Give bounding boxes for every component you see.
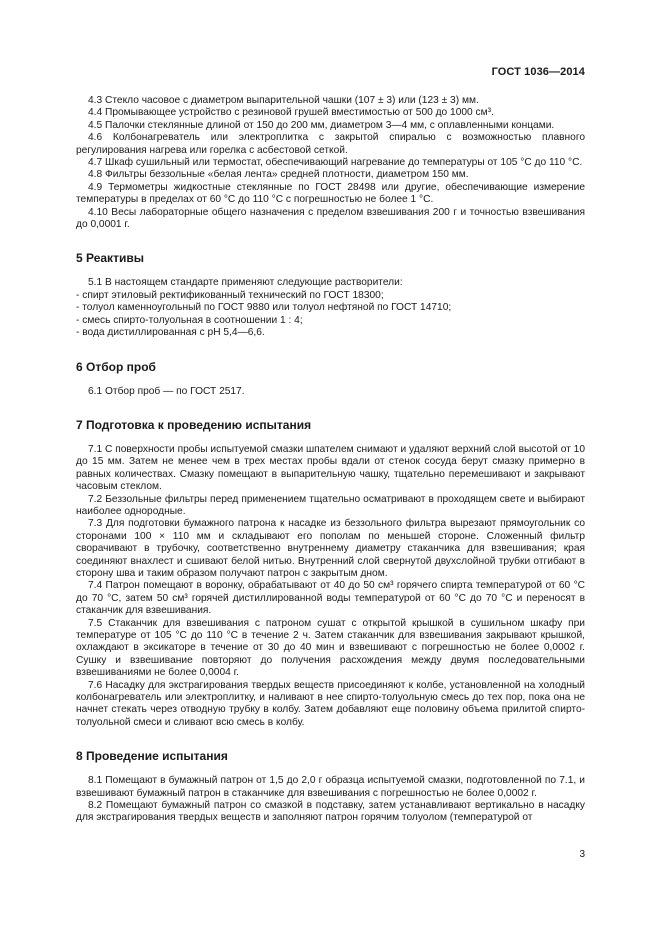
section-8-heading: 8 Проведение испытания — [76, 749, 228, 764]
reagent-list-item: - вода дистиллированная с рН 5,4—6,6. — [76, 327, 265, 339]
clause-7-6: 7.6 Насадку для экстрагирования твердых веществ присоединяют к колбе, установленной на холодный колбонагреватель или электроплитку, и наливают в нее спирто-толуольную смесь до тех пор, пока она не начнет стекать через отводную трубку в колбу. Затем добавляют еще половину объема прилитой спирто-толуольной смеси и сливают всю смесь в колбу. — [76, 679, 585, 728]
clause-7-1: 7.1 С поверхности пробы испытуемой смазки шпателем снимают и удаляют верхний слой высотой от 10 до 15 мм. Затем не менее чем в трех местах пробы вдали от стенок сосуда берут смазку примерно в равных количествах. Смазку помещают в выпарительную чашку, тщательно перемешивают и закрывают часовым стеклом. — [76, 443, 585, 493]
page-number: 3 — [579, 849, 585, 860]
document-body — [76, 95, 585, 825]
clause-7-2: 7.2 Беззольные фильтры перед применением тщательно осматривают в проходящем свете и выбирают наиболее однородные. — [76, 493, 585, 517]
clause-6-1: 6.1 Отбор проб — по ГОСТ 2517. — [88, 385, 245, 397]
clause-4-5: 4.5 Палочки стеклянные длиной от 150 до 200 мм, диаметром 3—4 мм, с оплавленными концами. — [88, 119, 555, 131]
clause-7-3: 7.3 Для подготовки бумажного патрона к насадке из беззольного фильтра вырезают прямоугольник со сторонами 100 × 110 мм и складывают его пополам по меньшей стороне. Сложенный фильтр сворачивают в трубочку, соответственно внутреннему диаметру стаканчика для взвешивания; края соединяют внахлест и сшивают белой нитью. Внутренний слой свернутой двухслойной трубки отгибают в сторону шва и таким образом получают патрон с закрытым дном. — [76, 518, 585, 579]
clause-7-5: 7.5 Стаканчик для взвешивания с патроном сушат с открытой крышкой в сушильном шкафу при температуре от 105 °С до 110 °С в течение 2 ч. Затем стаканчик для взвешивания закрывают крышкой, охлаждают в эксикаторе в течение от 30 до 40 мин и взвешивают с погрешностью не более 0,0002 г. Сушку и взвешивание повторяют до получения расхождения между двумя последовательными взвешиваниями не более 0,0004 г. — [76, 617, 585, 679]
clause-4-7: 4.7 Шкаф сушильный или термостат, обеспечивающий нагревание до температуры от 105 °С до 110 °С. — [88, 157, 583, 169]
clause-4-8: 4.8 Фильтры беззольные «белая лента» средней плотности, диаметром 150 мм. — [88, 169, 469, 181]
clause-5-1: 5.1 В настоящем стандарте применяют следующие растворители: — [88, 277, 403, 289]
clause-7-4: 7.4 Патрон помещают в воронку, обрабатывают от 40 до 50 см³ горячего спирта температурой от 60 °С до 70 °С, затем 50 см³ горячей дистиллированной воды температурой от 60 °С до 70 °С и переносят в стаканчик для взвешивания. — [76, 580, 585, 617]
reagent-list-item: - смесь спирто-толуольная в соотношении 1 : 4; — [76, 314, 303, 326]
clause-4-10: 4.10 Весы лабораторные общего назначения с пределом взвешивания 200 г и точностью взвешивания до 0,0001 г. — [76, 206, 585, 231]
document-code-header: ГОСТ 1036—2014 — [491, 66, 585, 78]
clause-8-2: 8.2 Помещают бумажный патрон со смазкой в подставку, затем устанавливают вертикально в насадку для экстрагирования твердых веществ и заполняют патрон горячим толуолом (температурой от — [76, 800, 585, 824]
section-5-heading: 5 Реактивы — [76, 251, 144, 266]
clause-8-1: 8.1 Помещают в бумажный патрон от 1,5 до 2,0 г образца испытуемой смазки, подготовленной по 7.1, и взвешивают бумажный патрон в стаканчике для взвешивания с погрешностью не более 0,0002 г. — [76, 775, 585, 799]
section-7-heading: 7 Подготовка к проведению испытания — [76, 417, 312, 432]
section-6-heading: 6 Отбор проб — [76, 359, 156, 374]
reagent-list-item: - толуол каменноугольный по ГОСТ 9880 или толуол нефтяной по ГОСТ 14710; — [76, 302, 452, 314]
clause-4-4: 4.4 Промывающее устройство с резиновой грушей вместимостью от 500 до 1000 см³. — [88, 107, 494, 119]
reagent-list-item: - спирт этиловый ректификованный технический по ГОСТ 18300; — [76, 289, 384, 301]
clause-4-3: 4.3 Стекло часовое с диаметром выпарительной чашки (107 ± 3) или (123 ± 3) мм. — [88, 95, 479, 106]
clause-4-6: 4.6 Колбонагреватель или электроплитка с закрытой спиралью с возможностью плавного регулирования нагрева или горелка с асбестовой сеткой. — [76, 132, 585, 156]
clause-4-9: 4.9 Термометры жидкостные стеклянные по ГОСТ 28498 или другие, обеспечивающие измерение температуры в пределах от 60 °С до 110 °С с погрешностью не более 1 °С. — [76, 181, 585, 206]
